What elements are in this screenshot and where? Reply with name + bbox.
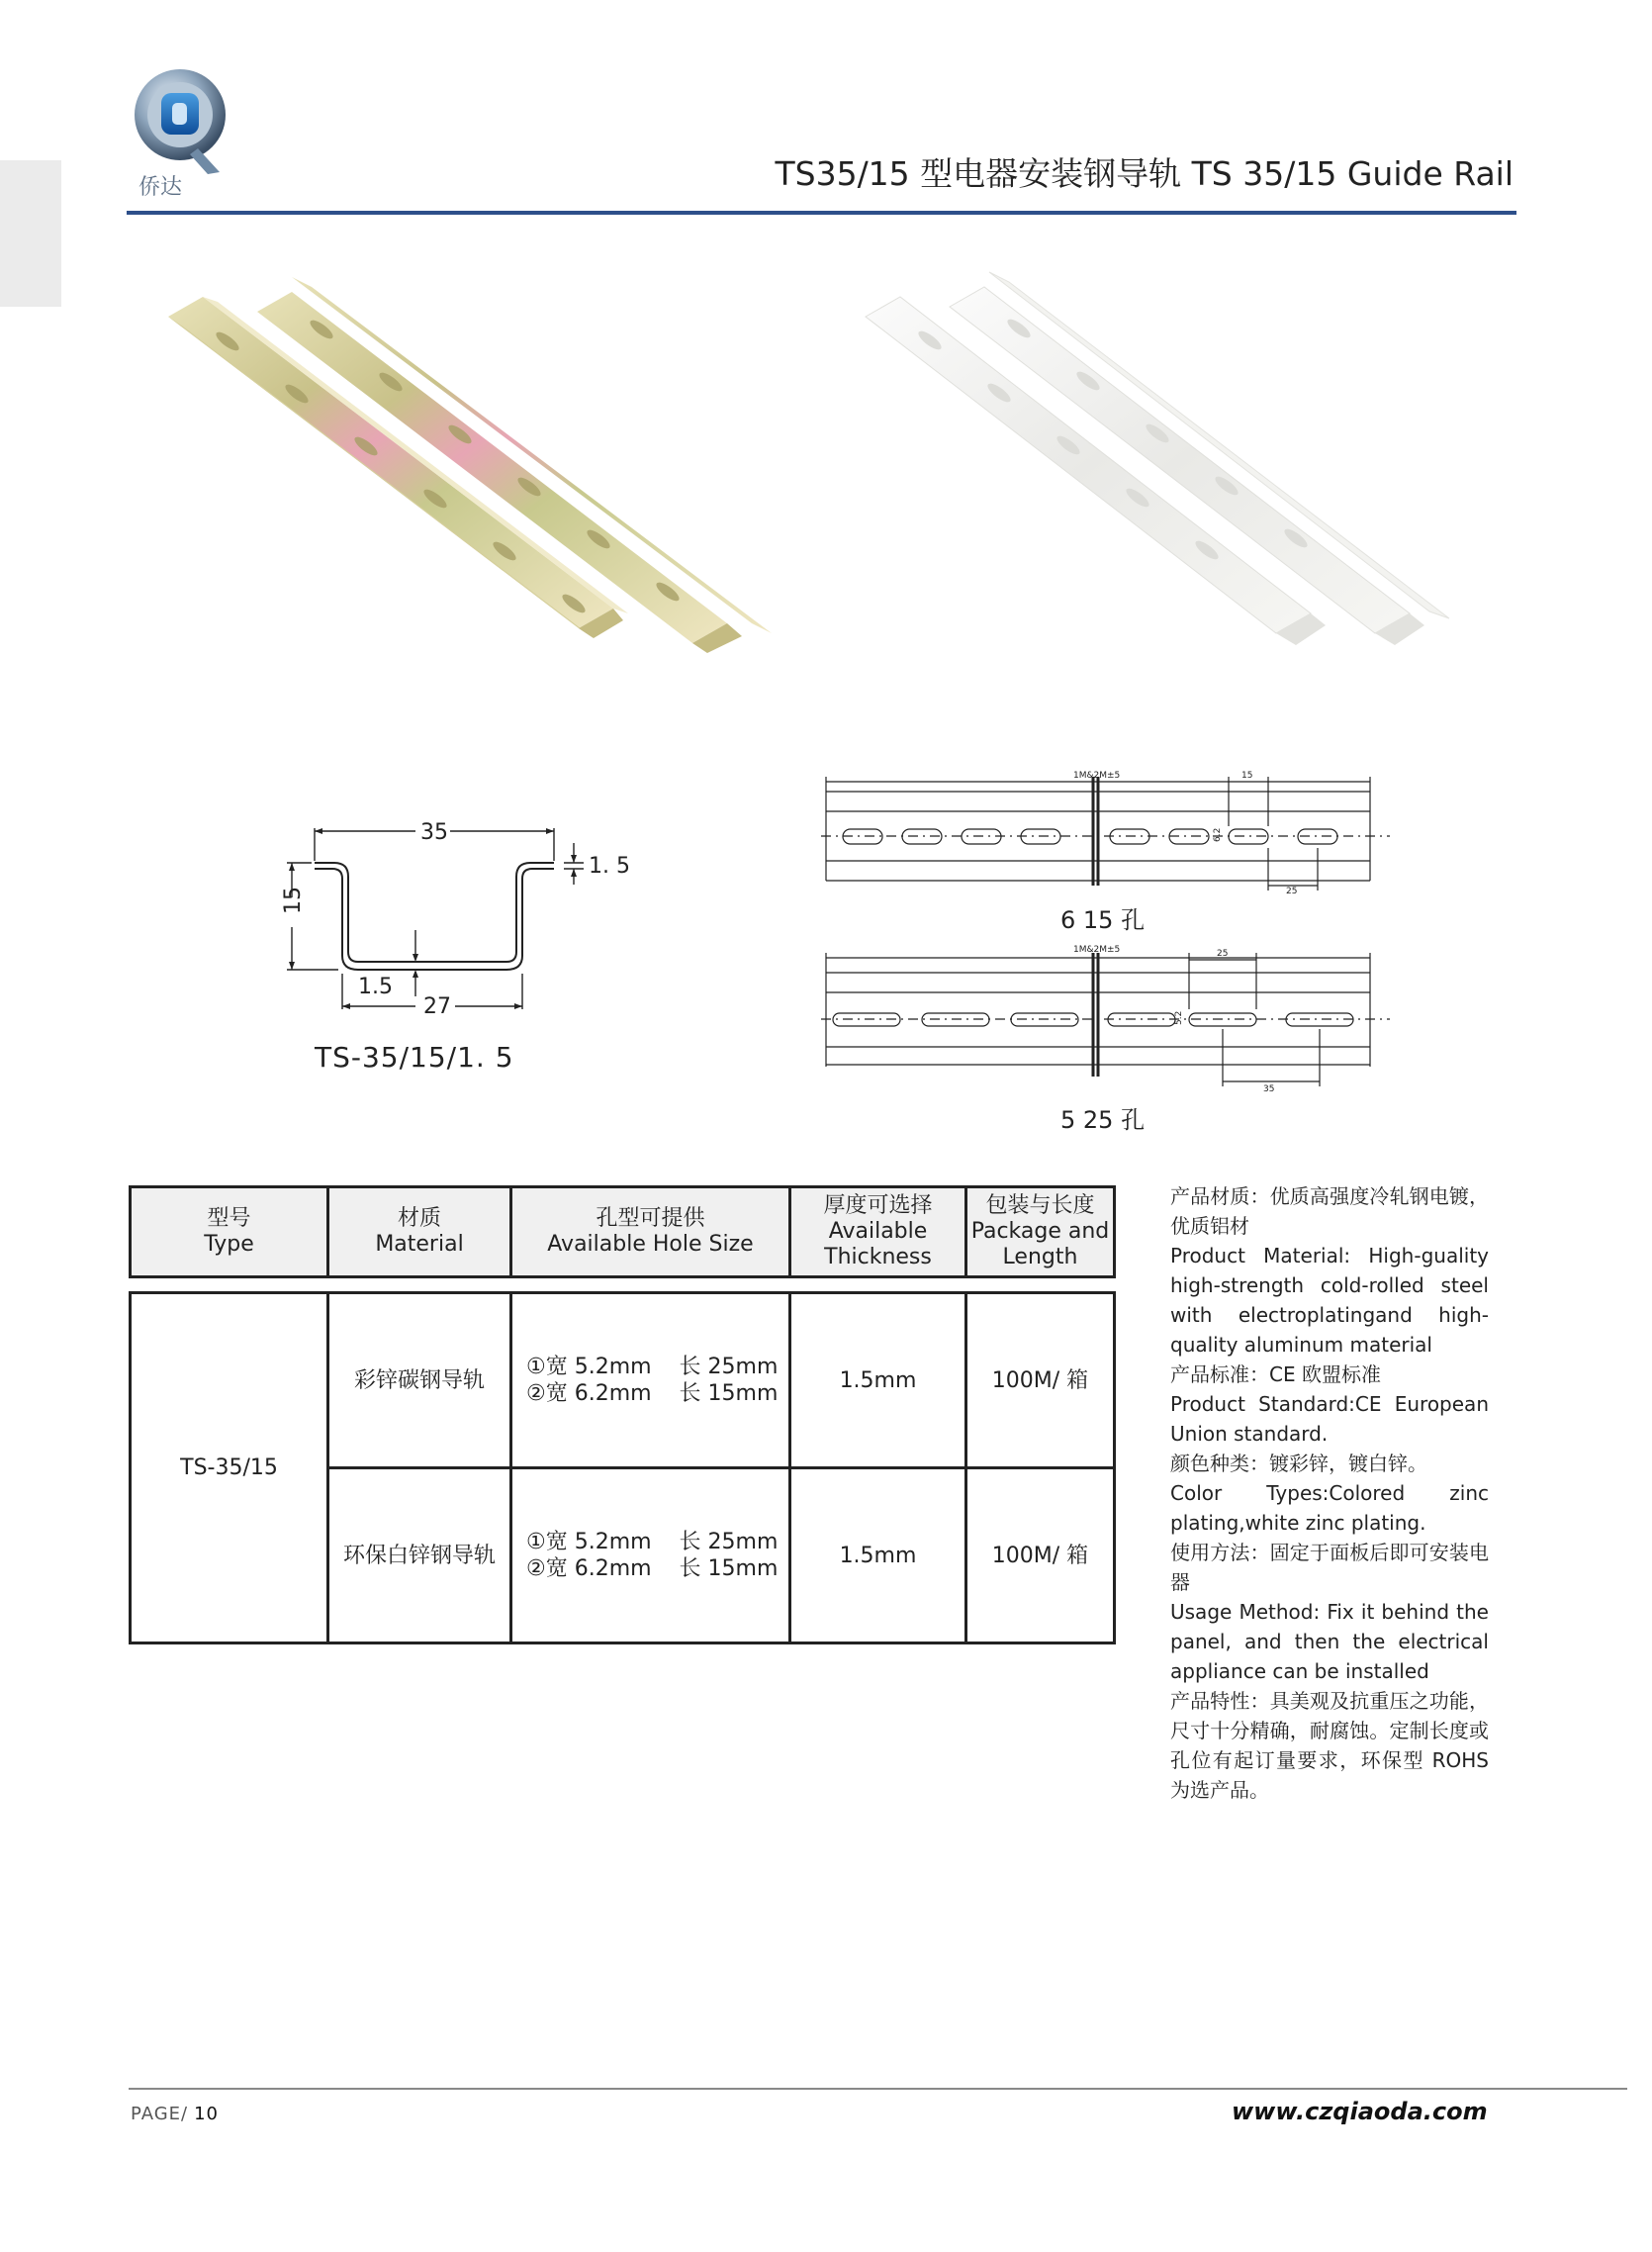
svg-text:5.2: 5.2: [1174, 1010, 1184, 1025]
svg-text:6.2: 6.2: [1213, 827, 1223, 842]
hole-size-cell: ①宽 5.2mm 长 25mm ②宽 6.2mm 长 15mm: [511, 1468, 790, 1643]
type-cell: TS-35/15: [131, 1293, 328, 1643]
svg-text:1M&2M±5: 1M&2M±5: [1073, 945, 1121, 955]
hole-pattern-15-caption: 6 15 孔: [1060, 906, 1146, 934]
header-material: 材质 Material: [328, 1187, 511, 1277]
svg-text:1. 5: 1. 5: [589, 854, 630, 879]
svg-text:25: 25: [1286, 887, 1298, 896]
thickness-cell: 1.5mm: [790, 1468, 966, 1643]
page-title: TS35/15 型电器安装钢导轨 TS 35/15 Guide Rail: [775, 154, 1514, 193]
website-link[interactable]: www.czqiaoda.com: [1232, 2098, 1488, 2125]
svg-text:15: 15: [1241, 771, 1253, 781]
page-number: 10: [194, 2104, 219, 2124]
header-hole-size: 孔型可提供 Available Hole Size: [511, 1187, 790, 1277]
svg-text:1M&2M±5: 1M&2M±5: [1073, 771, 1121, 781]
table-row: [131, 1293, 1115, 1468]
hole-pattern-25-drawing: [821, 938, 1395, 1101]
svg-text:侨达: 侨达: [138, 175, 183, 200]
desc-usage-zh: 使用方法：固定于面板后即可安装电器: [1170, 1541, 1489, 1594]
header-package: 包装与长度 Package and Length: [966, 1187, 1115, 1277]
desc-material-zh: 产品材质：优质高强度冷轧钢电镀，优质铝材: [1170, 1184, 1489, 1238]
hole-pattern-15-drawing: [821, 757, 1395, 896]
material-cell: 环保白锌钢导轨: [328, 1468, 511, 1643]
page-indicator: [131, 2104, 219, 2124]
desc-usage-en: Usage Method: Fix it behind the panel, and then the electrical appliance can be installed: [1170, 1600, 1489, 1683]
rail-profile-drawing: [267, 803, 643, 1071]
svg-text:25: 25: [1217, 949, 1229, 959]
svg-text:35: 35: [1263, 1084, 1275, 1094]
company-logo: [129, 63, 237, 202]
desc-color-en: Color Types:Colored zinc plating,white zinc plating.: [1170, 1481, 1489, 1535]
header-thickness: 厚度可选择 Available Thickness: [790, 1187, 966, 1277]
page-label: PAGE/: [131, 2104, 189, 2124]
product-description: [1170, 1181, 1489, 1805]
side-tab: [0, 160, 61, 307]
desc-material-en: Product Material: High-guality high-strength cold-rolled steel with electroplatingand high-quality aluminum material: [1170, 1244, 1489, 1357]
colored-zinc-rail-photo: [158, 282, 791, 698]
package-cell: 100M/ 箱: [966, 1293, 1115, 1468]
svg-text:15: 15: [281, 887, 306, 914]
spec-table-header: [129, 1185, 1116, 1278]
svg-text:1.5: 1.5: [358, 975, 393, 999]
material-cell: 彩锌碳钢导轨: [328, 1293, 511, 1468]
desc-standard-en: Product Standard:CE European Union standard.: [1170, 1392, 1489, 1446]
hole-size-cell: ①宽 5.2mm 长 25mm ②宽 6.2mm 长 15mm: [511, 1293, 790, 1468]
package-cell: 100M/ 箱: [966, 1468, 1115, 1643]
desc-standard-zh: 产品标准：CE 欧盟标准: [1170, 1362, 1381, 1386]
desc-color-zh: 颜色种类：镀彩锌，镀白锌。: [1170, 1452, 1427, 1475]
white-zinc-rail-photo: [861, 277, 1454, 703]
header-rule: [127, 211, 1516, 215]
desc-features-zh: 产品特性：具美观及抗重压之功能，尺寸十分精确，耐腐蚀。定制长度或孔位有起订量要求，环保型 ROHS 为选产品。: [1170, 1689, 1489, 1802]
svg-text:35: 35: [420, 820, 448, 845]
svg-text:27: 27: [423, 994, 451, 1019]
profile-caption: TS-35/15/1. 5: [315, 1041, 514, 1074]
hole-pattern-25-caption: 5 25 孔: [1060, 1106, 1146, 1134]
spec-table-body: [129, 1291, 1116, 1644]
thickness-cell: 1.5mm: [790, 1293, 966, 1468]
header-type: 型号 Type: [131, 1187, 328, 1277]
footer-rule: [129, 2088, 1627, 2090]
